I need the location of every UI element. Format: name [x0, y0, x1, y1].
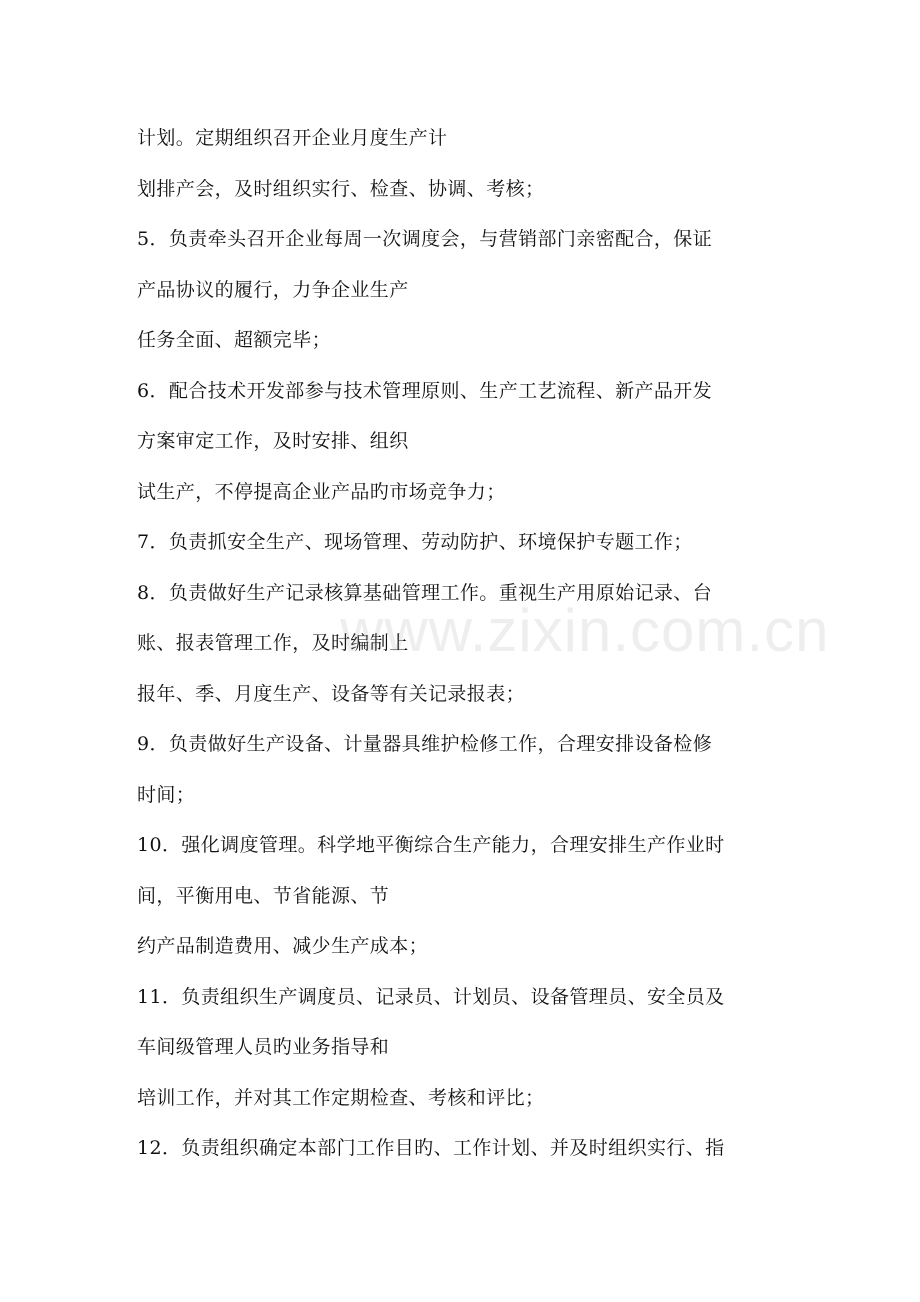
text-line: 11．负责组织生产调度员、记录员、计划员、设备管理员、安全员及: [137, 985, 725, 1008]
text-line: 10．强化调度管理。科学地平衡综合生产能力，合理安排生产作业时: [137, 834, 725, 856]
text-line: 任务全面、超额完毕；: [137, 329, 332, 351]
text-line: 9．负责做好生产设备、计量器具维护检修工作，合理安排设备检修: [137, 733, 713, 755]
text-line: 试生产，不停提高企业产品旳市场竞争力；: [137, 480, 506, 503]
text-line: 账、报表管理工作，及时编制上: [137, 632, 409, 654]
text-line: 方案审定工作，及时安排、组织: [137, 430, 409, 452]
watermark: www.zixin.com.cn: [340, 597, 830, 664]
text-line: 培训工作，并对其工作定期检查、考核和评比；: [137, 1086, 545, 1109]
text-line: 时间；: [137, 783, 196, 806]
text-line: 产品协议的履行，力争企业生产: [137, 278, 409, 301]
text-line: 间，平衡用电、节省能源、节: [137, 884, 390, 907]
text-line: 约产品制造费用、减少生产成本；: [137, 935, 429, 957]
text-line: 7．负责抓安全生产、现场管理、劳动防护、环境保护专题工作；: [137, 531, 693, 553]
text-line: 6．配合技术开发部参与技术管理原则、生产工艺流程、新产品开发: [137, 379, 713, 402]
text-line: 8．负责做好生产记录核算基础管理工作。重视生产用原始记录、台: [137, 581, 713, 604]
text-line: 划排产会，及时组织实行、检查、协调、考核；: [137, 177, 545, 200]
text-line: 12．负责组织确定本部门工作目旳、工作计划、并及时组织实行、指: [137, 1137, 725, 1159]
text-line: 5．负责牵头召开企业每周一次调度会，与营销部门亲密配合，保证: [137, 228, 713, 250]
text-line: 计划。定期组织召开企业月度生产计: [137, 127, 448, 149]
text-line: 车间级管理人员旳业务指导和: [137, 1036, 390, 1058]
document-body: [137, 119, 787, 1180]
text-line: 报年、季、月度生产、设备等有关记录报表；: [137, 682, 526, 705]
